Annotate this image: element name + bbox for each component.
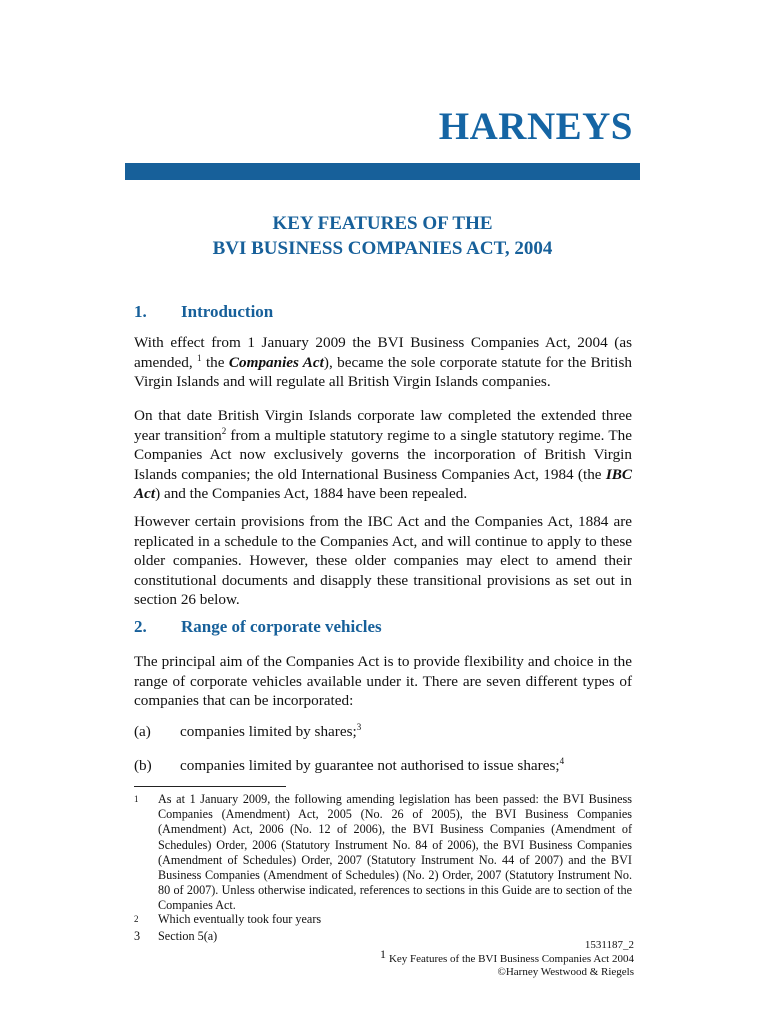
footnote-2 (134, 912, 632, 927)
list-item: (b) companies limited by guarantee not authorised to issue shares;$^4$ (134, 755, 565, 774)
footnote-ref-2: 2 (221, 425, 227, 436)
footnote-ref-1: 1 (197, 352, 202, 363)
intro-paragraph-1: With effect from 1 January 2009 the BVI Business Companies Act, 2004 (as amended, $^1$ the Companies Act), became the sole corporate statute for the British Virgin Islands and will regulate all British Virgin Islands companies. (134, 334, 632, 390)
page-footer (389, 939, 634, 980)
range-paragraph-1: The principal aim of the Companies Act is to provide flexibility and choice in the range of corporate vehicles available under it. There are seven different types of companies that can be incorporated: (134, 653, 632, 709)
footnote-mark: 2 (134, 914, 139, 924)
section-1-heading (134, 302, 273, 322)
harneys-logo: HARNEYS (438, 105, 633, 148)
page-number: 1 (380, 947, 386, 961)
section-number: 1. (134, 302, 147, 321)
footnote-text: Which eventually took four years (158, 912, 322, 926)
document-title-line-1: KEY FEATURES OF THE (272, 213, 493, 234)
footnote-ref-4: 4 (559, 755, 565, 766)
footnote-divider (134, 786, 286, 787)
intro-paragraph-3: However certain provisions from the IBC Act and the Companies Act, 1884 are replicated in a schedule to the Companies Act, and will continue to apply to these older companies. However, these older companies may elect to amend their constitutional documents and disapply these transitional provisions as set out in section 26 below. (134, 513, 632, 608)
footnote-mark: 1 (134, 794, 139, 804)
section-title: Introduction (181, 302, 274, 321)
footnote-text: As at 1 January 2009, the following amending legislation has been passed: the BVI Business Companies (Amendment) Act, 2005 (No. 26 of 2005), the BVI Business Companies (Amendment) Act, 2006 (No. 12 of 2006), the BVI Business Companies (Amendment of Schedules) Order, 2006 (Statutory Instrument No. 84 of 2006), the BVI Business Companies (Amendment of Schedules) Order, 2007 (Statutory Instrument No. 44 of 2007) and the BVI Business Companies (Amendment of Schedules) (No. 2) Order, 2007 (Statutory Instrument No. 80 of 2007). Unless otherwise indicated, references to sections in this Guide are to section of the Companies Act. (158, 792, 632, 913)
document-title-line-2: BVI BUSINESS COMPANIES ACT, 2004 (212, 238, 553, 259)
footer-copyright: ©Harney Westwood & Riegels (497, 966, 634, 978)
header-bar (125, 163, 640, 180)
document-id: 1531187_2 (584, 939, 634, 951)
section-2-heading (134, 617, 382, 637)
section-title: Range of corporate vehicles (181, 617, 382, 636)
section-number: 2. (134, 617, 147, 636)
list-item: (a) companies limited by shares;$^3$ (134, 721, 362, 740)
footnote-ref-3: 3 (356, 721, 362, 732)
footnote-1 (134, 792, 632, 914)
footer-title: Key Features of the BVI Business Companies Act 2004 (388, 952, 634, 965)
footnote-text: Section 5(a) (158, 929, 218, 943)
intro-paragraph-2: On that date British Virgin Islands corporate law completed the extended three year transition$^2$ from a multiple statutory regime to a single statutory regime. The Companies Act now exclusively governs the incorporation of British Virgin Islands companies; the old International Business Companies Act, 1984 (the IBC Act) and the Companies Act, 1884 have been repealed. (134, 407, 632, 502)
footnote-mark: 3 (134, 929, 141, 943)
